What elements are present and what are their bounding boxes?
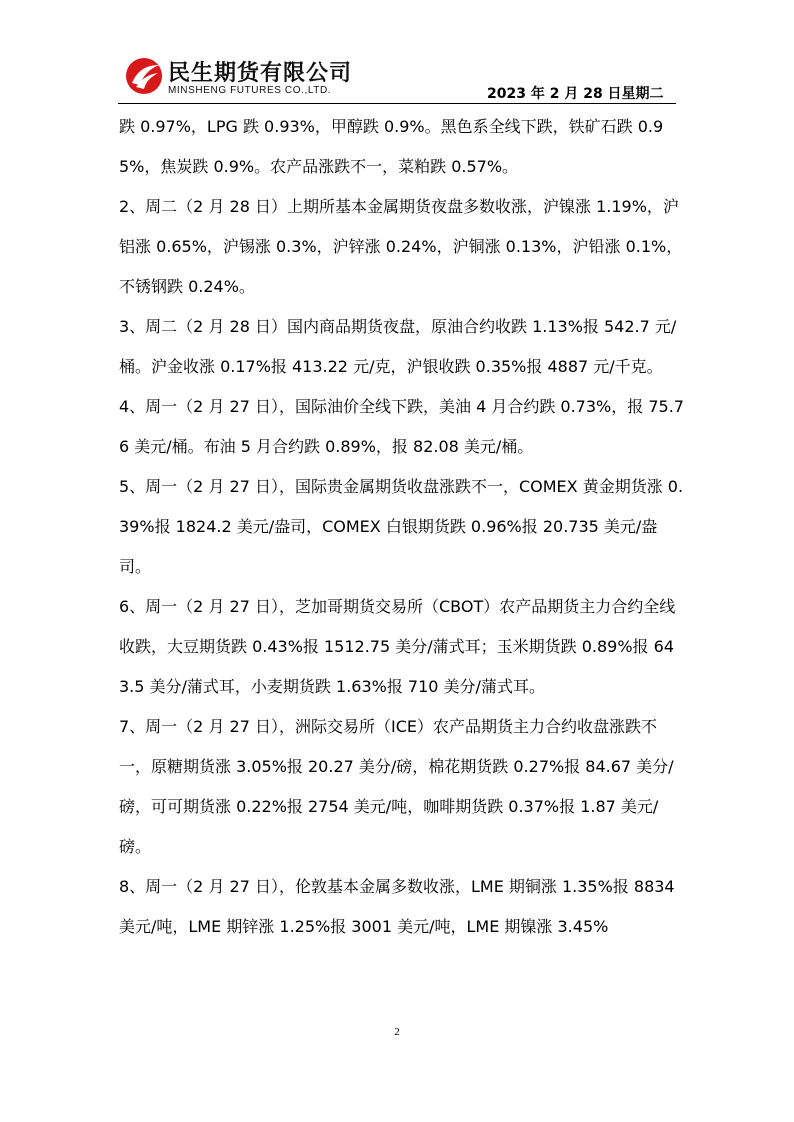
- report-date: 2023 年 2 月 28 日星期二: [487, 86, 664, 102]
- news-paragraph: 8、周一（2 月 27 日），伦敦基本金属多数收涨，LME 期铜涨 1.35%报 8834 美元/吨，LME 期锌涨 1.25%报 3001 美元/吨，LME 期镍涨 3.45%: [119, 877, 675, 936]
- company-name-cn: 民生期货有限公司: [168, 61, 353, 86]
- news-paragraph: 5、周一（2 月 27 日），国际贵金属期货收盘涨跌不一，COMEX 黄金期货涨 0.39%报 1824.2 美元/盎司，COMEX 白银期货跌 0.96%报 20.735 美元/盎司。: [119, 477, 684, 576]
- page-number: 2: [394, 1026, 400, 1038]
- news-paragraph: 7、周一（2 月 27 日），洲际交易所（ICE）农产品期货主力合约收盘涨跌不一，原糖期货涨 3.05%报 20.27 美分/磅，棉花期货跌 0.27%报 84.67 美分/磅，可可期货涨 0.22%报 2754 美元/吨，咖啡期货跌 0.37%报 1.87 美元/磅。: [119, 717, 674, 856]
- header-rule: [118, 103, 676, 104]
- news-paragraph: 3、周二（2 月 28 日）国内商品期货夜盘，原油合约收跌 1.13%报 542.7 元/桶。沪金收涨 0.17%报 413.22 元/克，沪银收跌 0.35%报 4887 元/千克。: [119, 317, 677, 376]
- news-body: [119, 107, 685, 947]
- news-paragraph: 4、周一（2 月 27 日），国际油价全线下跌，美油 4 月合约跌 0.73%，报 75.76 美元/桶。布油 5 月合约跌 0.89%，报 82.08 美元/桶。: [119, 397, 684, 456]
- news-paragraph: 2、周二（2 月 28 日）上期所基本金属期货夜盘多数收涨，沪镍涨 1.19%，沪铝涨 0.65%，沪锡涨 0.3%，沪锌涨 0.24%，沪铜涨 0.13%，沪铅涨 0.1%，不锈钢跌 0.24%。: [119, 197, 683, 296]
- news-paragraph: 跌 0.97%，LPG 跌 0.93%，甲醇跌 0.9%。黑色系全线下跌，铁矿石跌 0.95%，焦炭跌 0.9%。农产品涨跌不一，菜粕跌 0.57%。: [119, 117, 664, 176]
- page-header: [0, 0, 794, 110]
- minsheng-logo-icon: [124, 56, 164, 96]
- news-paragraph: 6、周一（2 月 27 日），芝加哥期货交易所（CBOT）农产品期货主力合约全线收跌，大豆期货跌 0.43%报 1512.75 美分/蒲式耳；玉米期货跌 0.89%报 643.5 美分/蒲式耳，小麦期货跌 1.63%报 710 美分/蒲式耳。: [119, 597, 676, 696]
- company-name-en: MINSHENG FUTURES CO.,LTD.: [168, 85, 332, 96]
